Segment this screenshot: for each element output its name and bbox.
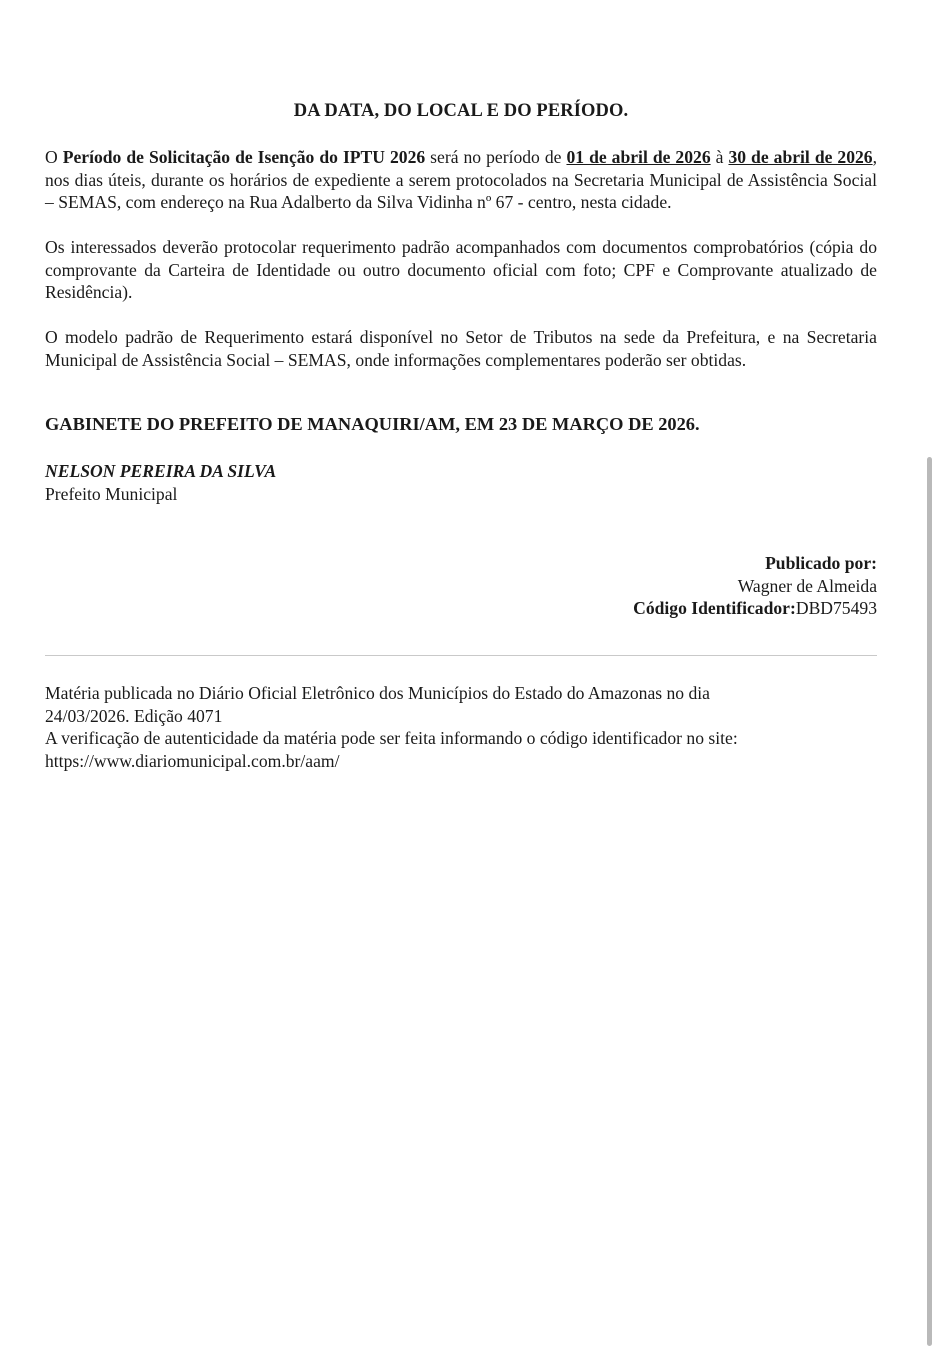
paragraph-requirements: Os interessados deverão protocolar requerimento padrão acompanhados com documentos comprobatórios (cópia do comprovante da Carteira de Identidade ou outro documento oficial com foto; CPF e Comprovante atualizado de Residência). [45, 237, 877, 303]
p1-bold-title: Período de Solicitação de Isenção do IPTU 2026 [62, 147, 426, 167]
publisher-name: Wagner de Almeida [737, 575, 877, 596]
p1-text-3: à [710, 147, 729, 167]
footer-line-3: A verificação de autenticidade da matéria pode ser feita informando o código identificador no site: [45, 728, 738, 749]
footer-line-1: Matéria publicada no Diário Oficial Eletrônico dos Municípios do Estado do Amazonas no dia [45, 683, 710, 703]
identifier-code-line [633, 597, 877, 620]
p1-text-4: , nos dias úteis, durante os horários de expediente a serem protocolados na Secretaria Municipal de Assistência Social – SEMAS, com endereço na Rua Adalberto da Silva Vidinha nº 67 - centro, nesta cidade. [45, 147, 878, 213]
scrollbar-thumb[interactable] [927, 457, 932, 1346]
section-heading: DA DATA, DO LOCAL E DO PERÍODO. [293, 101, 629, 121]
paragraph-model-form: O modelo padrão de Requerimento estará disponível no Setor de Tributos na sede da Prefeitura, e na Secretaria Municipal de Assistência Social – SEMAS, onde informações complementares poderão ser obtidas. [45, 327, 877, 370]
identifier-code-label: Código Identificador: [633, 598, 796, 619]
signer-role: Prefeito Municipal [45, 484, 178, 504]
footer-line-2: 24/03/2026. Edição 4071 [45, 705, 223, 726]
p1-text-2: será no período de [425, 147, 567, 167]
signer-name: NELSON PEREIRA DA SILVA [45, 461, 277, 481]
identifier-code-value: DBD75493 [795, 598, 877, 619]
footer-site-link[interactable]: https://www.diariomunicipal.com.br/aam/ [45, 750, 340, 771]
publication-block [633, 552, 877, 620]
paragraph-period [45, 146, 877, 214]
p1-text-1: O [45, 147, 63, 167]
published-by-label: Publicado por: [765, 553, 877, 573]
divider-line [45, 655, 877, 656]
publication-footer [45, 682, 835, 772]
p1-start-date: 01 de abril de 2026 [566, 147, 711, 167]
cabinet-line: GABINETE DO PREFEITO DE MANAQUIRI/AM, EM 23 DE MARÇO DE 2026. [45, 414, 700, 434]
p1-end-date: 30 de abril de 2026 [728, 147, 873, 167]
